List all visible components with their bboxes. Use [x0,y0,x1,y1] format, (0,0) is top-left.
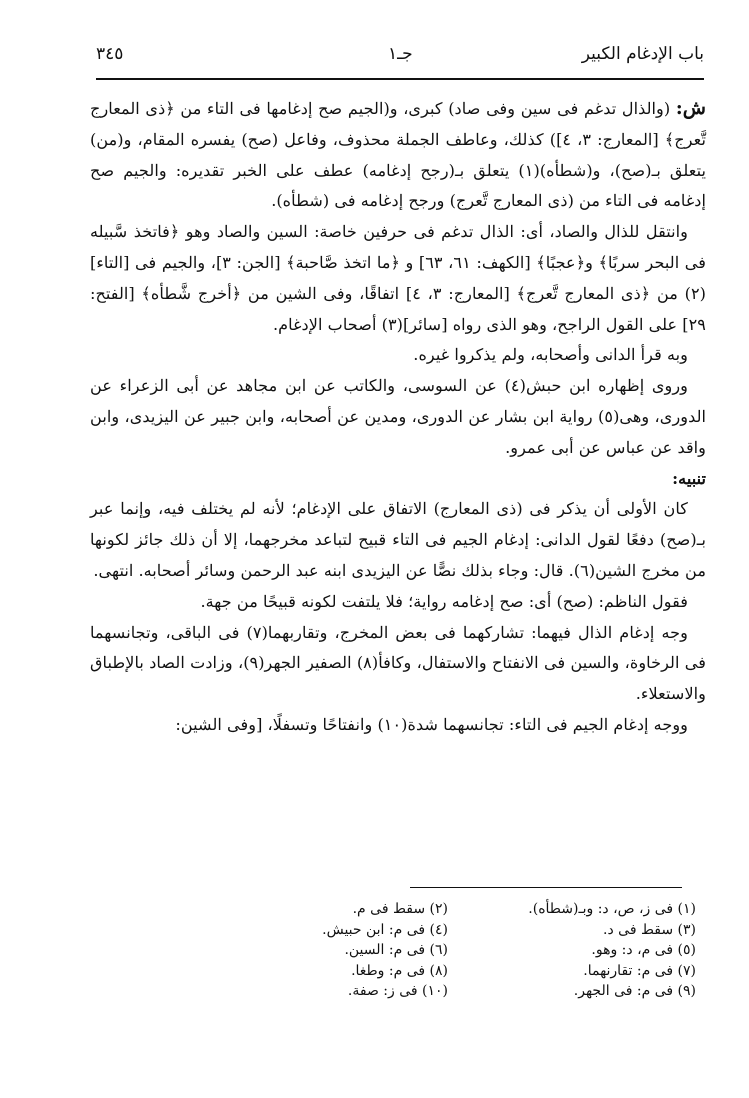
footnote-row [200,940,696,961]
header-divider [96,78,704,80]
chapter-title: باب الإدغام الكبير [581,44,704,64]
footnote-row [200,899,696,920]
paragraph: وجه إدغام الذال فيهما: تشاركهما فى بعض المخرج، وتقاربهما(٧) فى الباقى، وتجانسهما فى الرخاوة، والسين فى الانفتاح والاستفال، وكافأ(٨) الصفير الجهر(٩)، وزادت الصاد بالإطباق والاستعلاء. [90,622,706,704]
paragraph-text: (والذال تدغم فى سين وفى صاد) كبرى، و(الجيم صح إدغامها فى التاء من ﴿ذى المعارج تَّعرج﴾ [المعارج: ٣، ٤]) كذلك، وعاطف الجملة محذوف، وفاعل (صح) يفسره المقام، و(من) يتعلق بـ(صح)، و(شطأه)(١) يتعلق بـ(رجح إدغامه) عطف على الخبر تقديره: والجيم صح إدغامه فى التاء من (ذى المعارج تَّعرج) ورجح إدغامه فى (شطأه). [90,99,706,211]
running-header [96,44,704,70]
footnote: (١) فى ز، ص، د: وبـ(شطأه). [528,901,696,917]
paragraph: وانتقل للذال والصاد، أى: الذال تدغم فى حرفين خاصة: السين والصاد وهو ﴿فاتخذ سَّبيله فى البحر سربًا﴾ و﴿عجبًا﴾ [الكهف: ٦١، ٦٣] و ﴿ما اتخذ صَّاحبة﴾ [الجن: ٣]، والجيم فى [التاء](٢) من ﴿ذى المعارج تَّعرج﴾ [المعارج: ٣، ٤] اتفاقًا، وفى الشين من ﴿أخرج شَّطأه﴾ [الفتح: ٢٩] على القول الراجح، وهو الذى رواه [سائر](٣) أصحاب الإدغام. [90,222,707,334]
paragraph: كان الأولى أن يذكر فى (ذى المعارج) الاتفاق على الإدغام؛ لأنه لم يختلف فيه، وإنما عبر بـ(صح) دفعًا لقول الدانى: إدغام الجيم فى التاء قبيح لتباعد مخرجهما، إلا أن ذلك جائز لكونها من مخرج الشين(٦). قال: وجاء بذلك نصًّا عن اليزيدى ابنه عبد الرحمن وسائر أصحابه. انتهى. [90,499,706,580]
footnote-divider [410,887,682,888]
paragraph: وبه قرأ الدانى وأصحابه، ولم يذكروا غيره. [413,345,688,365]
page-number: ٣٤٥ [96,44,124,64]
paragraph: فقول الناظم: (صح) أى: صح إدغامه رواية؛ فلا يلتفت لكونه قبيحًا من جهة. [200,591,688,611]
paragraph: ووجه إدغام الجيم فى التاء: تجانسهما شدة(١٠) وانفتاحًا وتسفلًا، [وفى الشين: [175,714,688,734]
footnote: (٥) فى م، د: وهو. [591,942,696,958]
footnote: (٩) فى م: فى الجهر. [573,983,696,999]
footnote: (٨) فى م: وطغا. [351,962,448,979]
footnote: (٣) سقط فى د. [603,921,696,938]
main-text [90,93,706,741]
footnote: (١٠) فى ز: صفة. [347,983,448,999]
paragraph [90,93,706,217]
footnote: (٦) فى م: السين. [344,942,448,958]
footnote: (٤) فى م: ابن حبيش. [322,921,448,938]
footnote-row [200,920,696,941]
volume-label: جـ١ [388,44,413,64]
paragraph: وروى إظهاره ابن حبش(٤) عن السوسى، والكاتب عن ابن مجاهد عن أبى الزعراء عن الدورى، وهى(٥) رواية ابن بشار عن الدورى، ومدين عن أصحابه، وابن جبير عن اليزيدى، وابن واقد عن عباس عن أبى عمرو. [90,376,707,457]
commentary-marker: ش: [675,97,706,119]
footnote: (٧) فى م: تقارنهما. [583,962,696,979]
footnote: (٢) سقط فى م. [352,901,448,917]
section-heading: تنبيه: [672,468,706,488]
footnote-row [200,961,696,982]
footnote-row [200,981,696,1002]
footnotes [200,899,696,1002]
